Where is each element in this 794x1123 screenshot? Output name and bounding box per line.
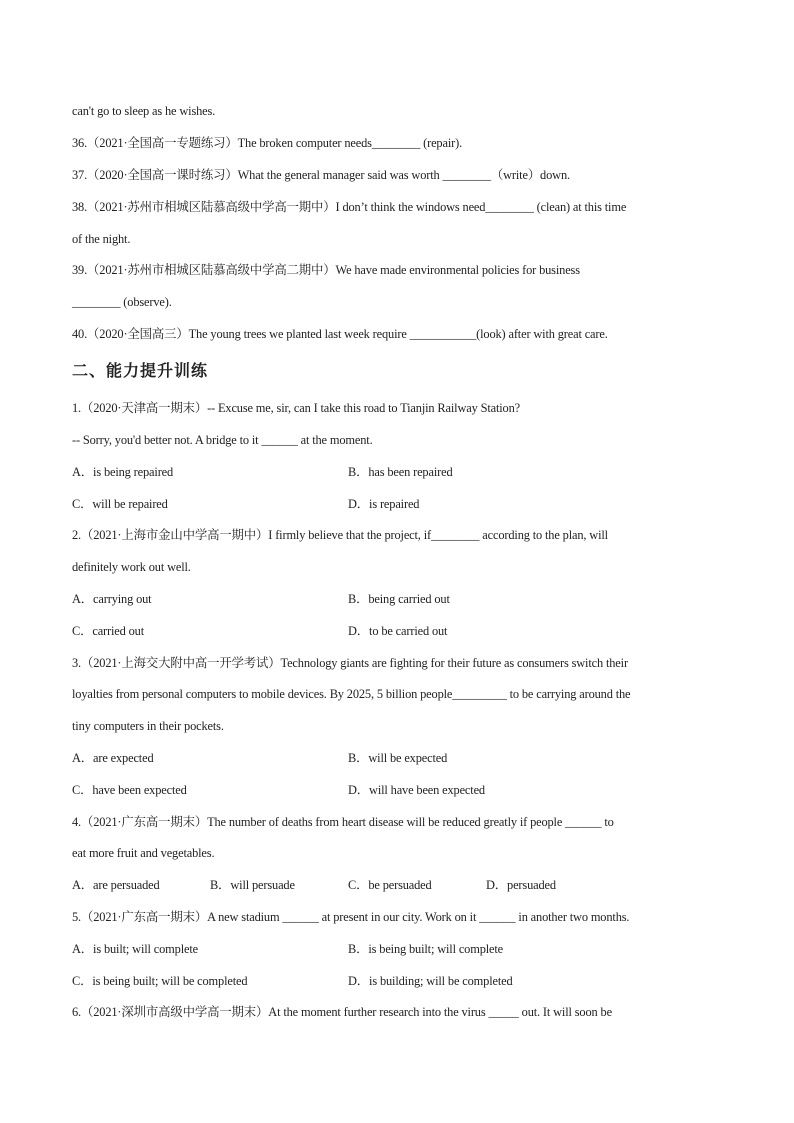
q2-option-b: B．being carried out [348,592,450,606]
q4-option-d: D．persuaded [486,878,556,892]
question-38-line2: of the night. [72,232,131,246]
question-3-line3: tiny computers in their pockets. [72,719,224,733]
question-6-line1: 6.（2021·深圳市高级中学高一期末）At the moment further research into the virus _____ out. It will soon be [72,1005,612,1019]
question-1-line1: 1.（2020·天津高一期末）-- Excuse me, sir, can I take this road to Tianjin Railway Station? [72,401,520,415]
question-4-line2: eat more fruit and vegetables. [72,846,215,860]
q5-option-c: C．is being built; will be completed [72,974,248,988]
question-38-line1: 38.（2021·苏州市相城区陆慕高级中学高一期中）I don’t think the windows need________ (clean) at this time [72,200,627,214]
q5-option-b: B．is being built; will complete [348,942,504,956]
q2-option-a: A．carrying out [72,592,152,606]
q2-option-c: C．carried out [72,624,145,638]
question-2-line1: 2.（2021·上海市金山中学高一期中）I firmly believe that the project, if________ according to the plan, will [72,528,608,542]
question-36: 36.（2021·全国高一专题练习）The broken computer needs________ (repair). [72,136,463,150]
q2-option-d: D．to be carried out [348,624,448,638]
q1-option-c: C．will be repaired [72,497,168,511]
q3-option-d: D．will have been expected [348,783,485,797]
question-35-continuation: can't go to sleep as he wishes. [72,104,216,118]
question-4-line1: 4.（2021·广东高一期末）The number of deaths from heart disease will be reduced greatly if people ______ to [72,815,614,829]
q3-option-b: B．will be expected [348,751,448,765]
question-39-line2: ________ (observe). [72,295,172,309]
q1-option-a: A．is being repaired [72,465,174,479]
question-3-line2: loyalties from personal computers to mobile devices. By 2025, 5 billion people_________ to be carrying around the [72,687,631,701]
question-2-line2: definitely work out well. [72,560,191,574]
section-heading: 二、能力提升训练 [72,361,209,380]
q3-option-a: A．are expected [72,751,154,765]
question-1-line2: -- Sorry, you'd better not. A bridge to it ______ at the moment. [72,433,373,447]
q4-option-a: A．are persuaded [72,878,160,892]
question-40: 40.（2020·全国高三）The young trees we planted last week require ___________(look) after with great care. [72,327,608,341]
question-3-line1: 3.（2021·上海交大附中高一开学考试）Technology giants are fighting for their future as consumers switch their [72,656,628,670]
q4-option-c: C．be persuaded [348,878,432,892]
question-39-line1: 39.（2021·苏州市相城区陆慕高级中学高二期中）We have made environmental policies for business [72,263,580,277]
q4-option-b: B．will persuade [210,878,295,892]
question-37: 37.（2020·全国高一课时练习）What the general manager said was worth ________（write）down. [72,168,570,182]
question-5-line1: 5.（2021·广东高一期末）A new stadium ______ at present in our city. Work on it ______ in another two months. [72,910,630,924]
q5-option-a: A．is built; will complete [72,942,198,956]
q1-option-d: D．is repaired [348,497,420,511]
q3-option-c: C．have been expected [72,783,187,797]
q5-option-d: D．is building; will be completed [348,974,513,988]
q1-option-b: B．has been repaired [348,465,453,479]
